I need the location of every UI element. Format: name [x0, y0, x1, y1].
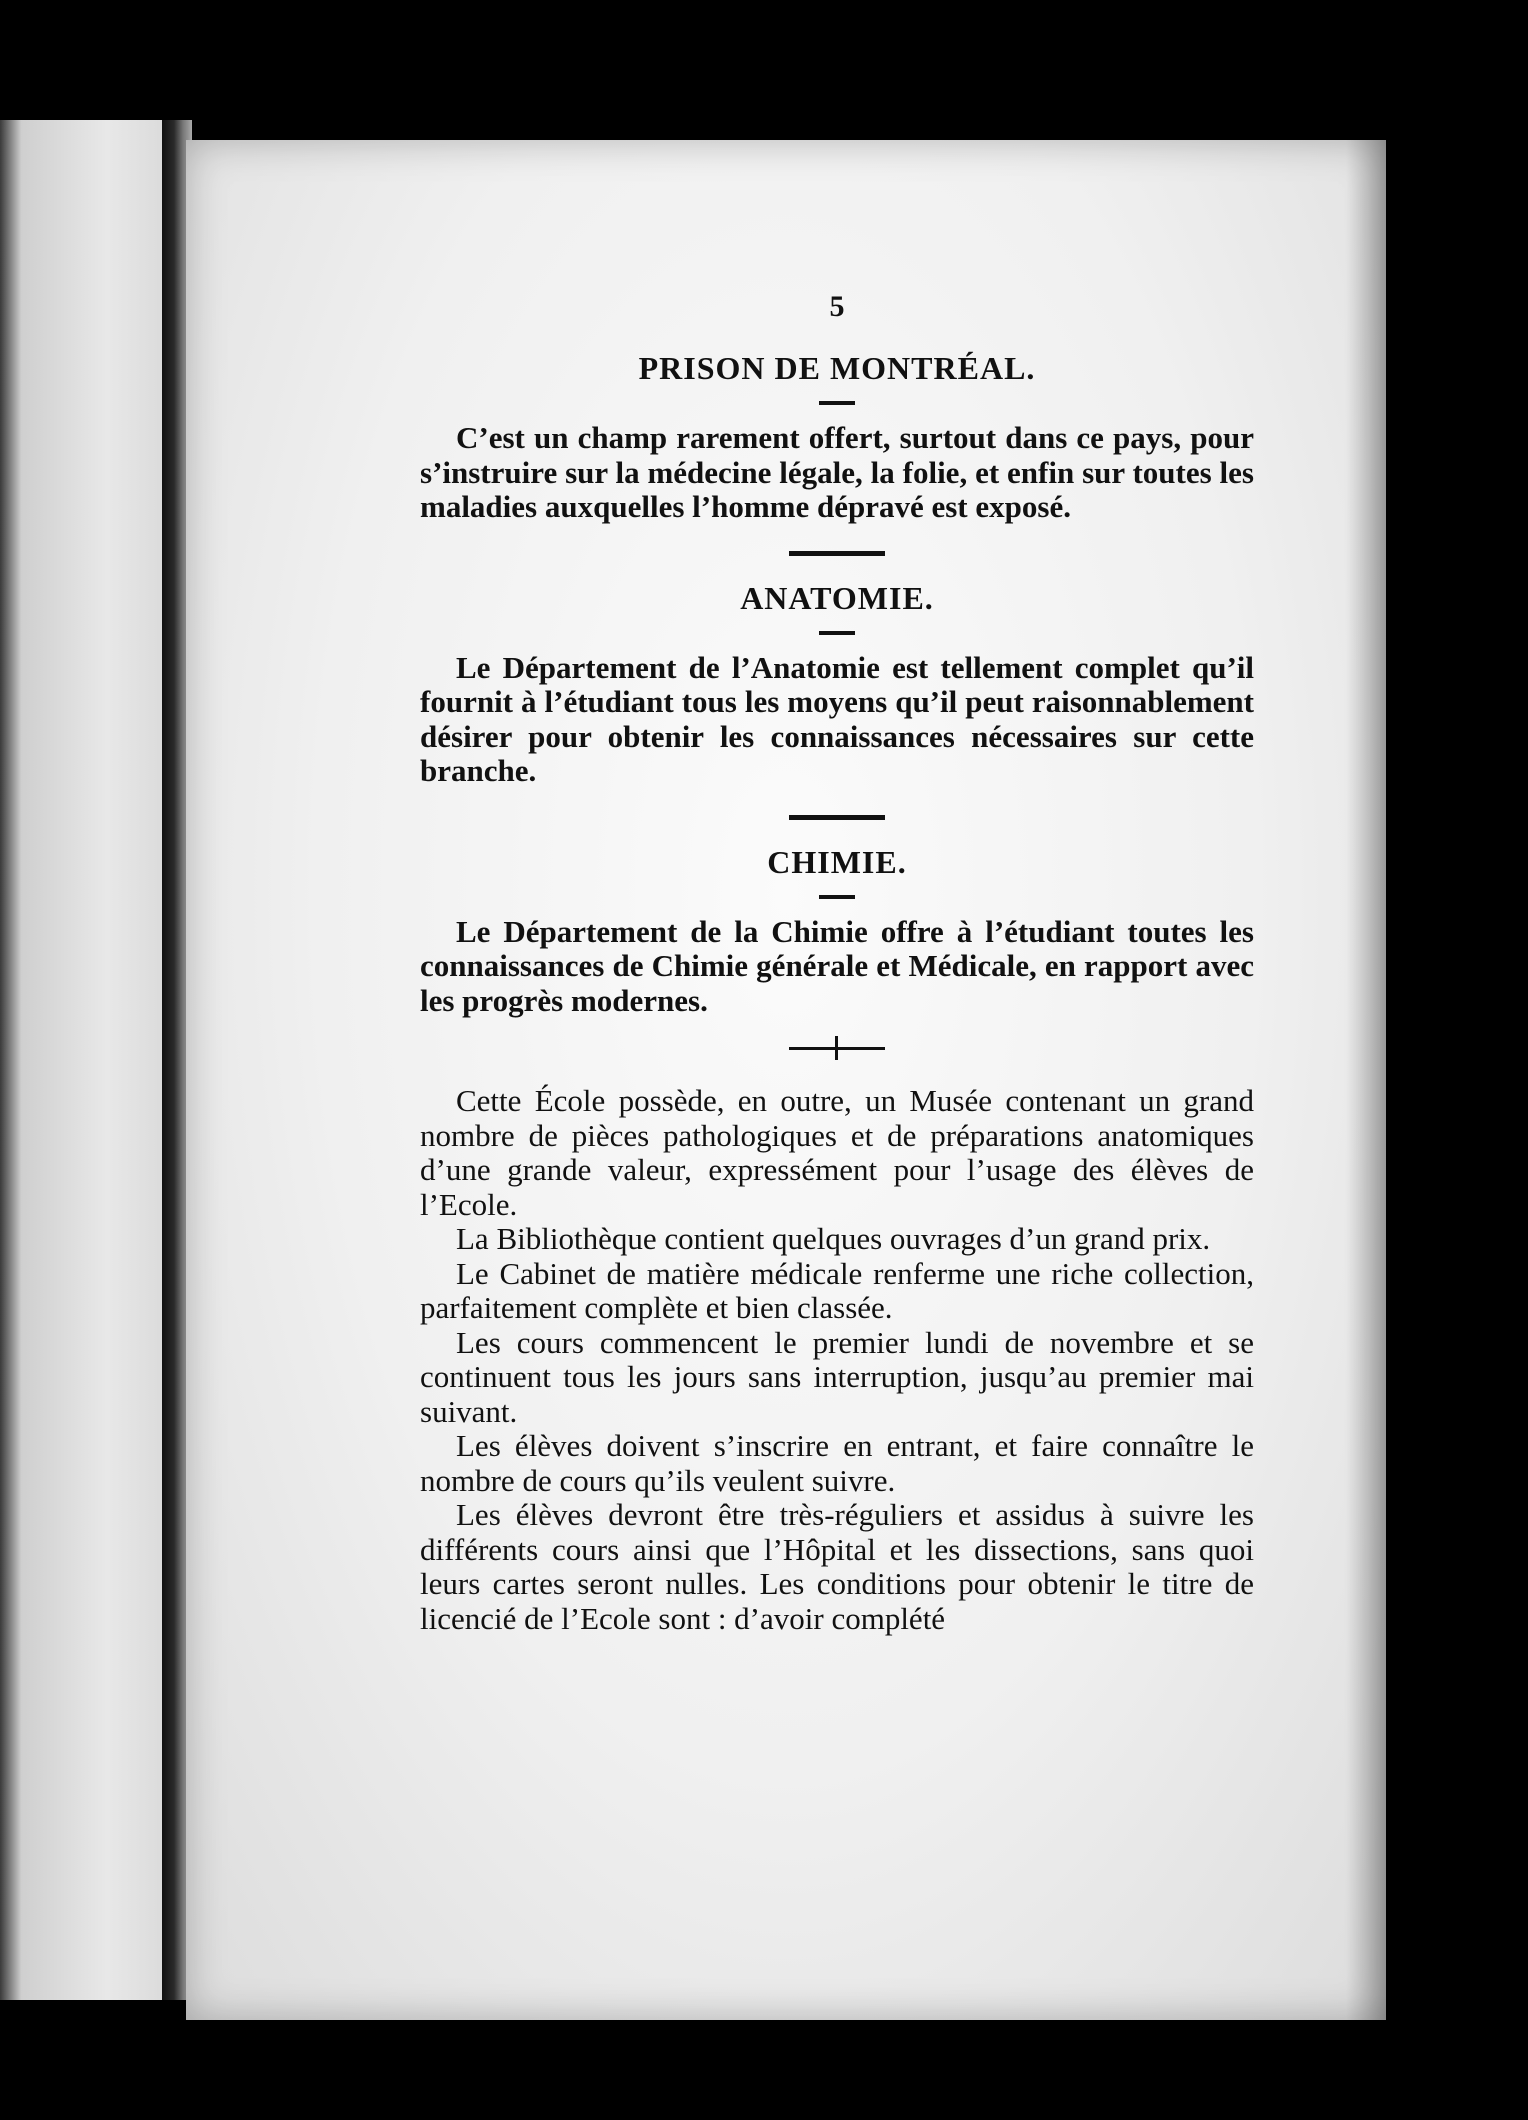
- section-separator: [789, 551, 885, 556]
- ornament-tick: [835, 1036, 838, 1060]
- page-edge-shadow: [1346, 140, 1386, 2020]
- heading-rule: [819, 401, 855, 405]
- heading-prison: PRISON DE MONTRÉAL.: [638, 350, 1036, 386]
- paragraph-inscription: Les élèves doivent s’inscrire en entrant, et faire connaître le nombre de cours qu’ils veulent suivre.: [420, 1428, 1254, 1498]
- heading-rule: [819, 895, 855, 899]
- page-text: [420, 290, 1254, 1636]
- paragraph-conditions: Les élèves devront être très-réguliers et assidus à suivre les différents cours ainsi que l’Hôpital et les dissections, sans quoi leurs cartes seront nulles. Les conditions pour obtenir le titre de licencié de l’Ecole sont : d’avoir complété: [420, 1497, 1254, 1636]
- paragraph-chimie: Le Département de la Chimie offre à l’étudiant toutes les connaissances de Chimie générale et Médicale, en rapport avec les progrès modernes.: [420, 913, 1254, 1018]
- paragraph-cabinet: Le Cabinet de matière médicale renferme une riche collection, parfaitement complète et bien classée.: [420, 1255, 1254, 1325]
- section-separator: [789, 815, 885, 820]
- ornament-separator: [789, 1034, 885, 1064]
- heading-anatomie: ANATOMIE.: [740, 579, 934, 616]
- paragraph-cours: Les cours commencent le premier lundi de novembre et se continuent tous les jours sans interruption, jusqu’au premier mai suivant.: [420, 1324, 1254, 1429]
- paragraph-bibliotheque: La Bibliothèque contient quelques ouvrages d’un grand prix.: [456, 1221, 1211, 1256]
- paragraph-musee: Cette École possède, en outre, un Musée contenant un grand nombre de pièces pathologiques et de préparations anatomiques d’une grande valeur, expressément pour l’usage des élèves de l’Ecole.: [420, 1083, 1254, 1222]
- paragraph-prison: C’est un champ rarement offert, surtout dans ce pays, pour s’instruire sur la médecine légale, la folie, et enfin sur toutes les maladies auxquelles l’homme dépravé est exposé.: [420, 420, 1254, 524]
- heading-rule: [819, 631, 855, 635]
- paragraph-anatomie: Le Département de l’Anatomie est tellement complet qu’il fournit à l’étudiant tous les moyens qu’il peut raisonnablement désirer pour obtenir les connaissances nécessaires sur cette branche.: [420, 649, 1254, 788]
- page-number: 5: [829, 290, 845, 323]
- heading-chimie: CHIMIE.: [767, 843, 907, 880]
- facing-page-edge: [0, 120, 178, 2000]
